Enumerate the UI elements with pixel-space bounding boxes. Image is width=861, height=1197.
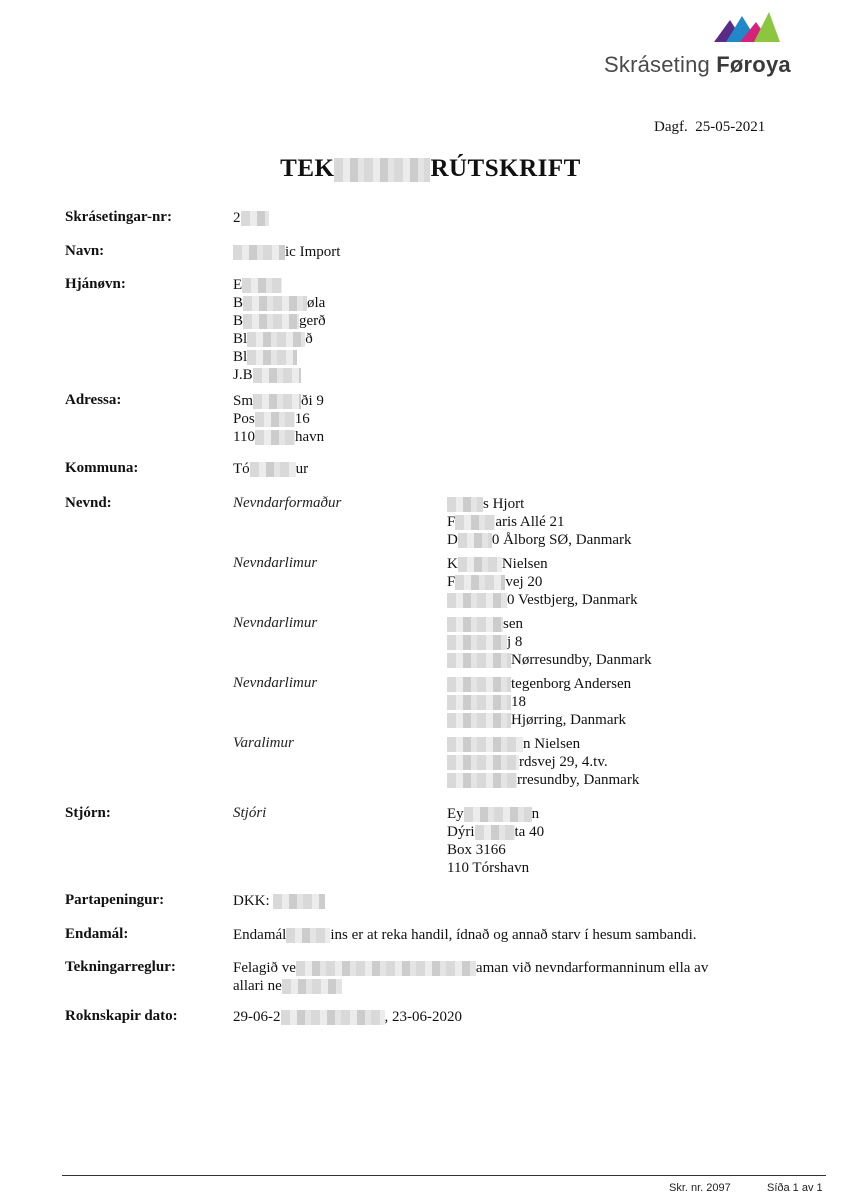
board-member-address: n Nielsen rdsvej 29, 4.tv. rresundby, Danmark bbox=[447, 735, 639, 789]
title-suffix: RÚTSKRIFT bbox=[430, 155, 581, 182]
redaction-block bbox=[243, 314, 299, 328]
purpose-value: Endamál ins er at reka handil, ídnað og annað starv í hesum sambandi. bbox=[233, 927, 697, 943]
redaction-block bbox=[281, 1010, 385, 1024]
accounts-date-value: 29-06-2 , 23-06-2020 bbox=[233, 1009, 462, 1025]
redaction-block bbox=[447, 695, 511, 709]
alias-item: B gerð bbox=[233, 313, 326, 329]
redaction-block bbox=[447, 677, 511, 691]
redaction-block bbox=[247, 332, 305, 346]
reg-nr-label: Skrásetingar-nr: bbox=[65, 209, 172, 225]
capital-label: Partapeningur: bbox=[65, 892, 165, 908]
footer-reg-nr: Skr. nr. 2097 bbox=[669, 1182, 731, 1194]
redaction-block bbox=[447, 773, 517, 787]
reg-nr-value bbox=[233, 209, 269, 227]
redaction-block bbox=[447, 653, 511, 667]
redaction-block bbox=[282, 979, 342, 993]
address-line: Sm ði 9 bbox=[233, 393, 324, 409]
alias-item: B øla bbox=[233, 295, 326, 311]
purpose-label: Endamál: bbox=[65, 926, 129, 942]
redaction-block bbox=[447, 755, 519, 769]
board-role: Nevndarlimur bbox=[233, 555, 318, 571]
board-member-address: sen j 8 Nørresundby, Danmark bbox=[447, 615, 652, 669]
name-visible: ic Import bbox=[285, 244, 341, 260]
redaction-block bbox=[296, 961, 476, 975]
redaction-block bbox=[241, 211, 269, 225]
municipality-label: Kommuna: bbox=[65, 460, 139, 476]
management-label: Stjórn: bbox=[65, 805, 111, 821]
accounts-date-label: Roknskapir dato: bbox=[65, 1008, 178, 1024]
redaction-block bbox=[255, 430, 295, 444]
reg-nr-visible: 2 bbox=[233, 210, 241, 226]
address-block bbox=[233, 392, 324, 446]
municipality-value: Tó ur bbox=[233, 461, 309, 477]
capital-value: DKK: bbox=[233, 892, 325, 910]
board-member-address: K Nielsen F vej 20 0 Vestbjerg, Danmark bbox=[447, 556, 638, 608]
aliases-label: Hjánøvn: bbox=[65, 276, 126, 292]
management-address: Ey n Dýri ta 40 Box 3166 110 Tórshavn bbox=[447, 806, 545, 876]
redaction-block bbox=[242, 278, 282, 292]
redaction-block bbox=[455, 575, 505, 589]
board-role: Nevndarformaður bbox=[233, 495, 342, 511]
redaction-block bbox=[243, 296, 307, 310]
title-prefix: TEK bbox=[280, 155, 335, 182]
board-label: Nevnd: bbox=[65, 495, 112, 511]
footer-page-number: Síða 1 av 1 bbox=[767, 1182, 823, 1194]
logo-word-1: Skráseting bbox=[604, 52, 717, 77]
name-value bbox=[233, 243, 340, 261]
address-line: 110 havn bbox=[233, 429, 325, 445]
redaction-block bbox=[253, 368, 301, 382]
alias-item: Bl ð bbox=[233, 331, 313, 347]
date-value: 25-05-2021 bbox=[695, 119, 766, 135]
company-logo bbox=[604, 12, 804, 76]
board-member-address: s Hjort F aris Allé 21 D 0 Ålborg SØ, Danmark bbox=[447, 496, 632, 548]
redaction-block bbox=[253, 394, 301, 408]
name-label: Navn: bbox=[65, 243, 105, 259]
alias-item: Bl bbox=[233, 348, 326, 366]
mountain-logo-icon bbox=[714, 12, 780, 42]
board-role: Nevndarlimur bbox=[233, 675, 318, 691]
redaction-block bbox=[447, 593, 507, 607]
logo-wordmark bbox=[604, 52, 791, 78]
aliases-list bbox=[233, 276, 326, 384]
footer-divider bbox=[62, 1175, 826, 1176]
board-member-address: tegenborg Andersen 18 Hjørring, Danmark bbox=[447, 675, 631, 729]
redaction-block bbox=[286, 928, 330, 942]
alias-item: E bbox=[233, 276, 326, 294]
board-role: Nevndarlimur bbox=[233, 615, 318, 631]
redaction-block bbox=[455, 515, 495, 529]
redaction-block bbox=[247, 350, 297, 364]
signing-rules-label: Tekningarreglur: bbox=[65, 959, 176, 975]
signing-rules-value: Felagið ve aman við nevndarformanninum ella av allari ne bbox=[233, 960, 709, 994]
redaction-block bbox=[255, 412, 295, 426]
redaction-block bbox=[447, 713, 511, 727]
redaction-block bbox=[334, 158, 430, 182]
logo-word-2: Føroya bbox=[716, 52, 791, 77]
redaction-block bbox=[458, 533, 492, 547]
redaction-block bbox=[447, 635, 507, 649]
document-date bbox=[654, 119, 765, 136]
redaction-block bbox=[250, 462, 296, 476]
address-label: Adressa: bbox=[65, 392, 122, 408]
redaction-block bbox=[447, 497, 483, 511]
redaction-block bbox=[233, 245, 285, 259]
redaction-block bbox=[273, 894, 325, 908]
date-label: Dagf. bbox=[654, 119, 688, 135]
redaction-block bbox=[464, 807, 532, 821]
board-role: Varalimur bbox=[233, 735, 294, 751]
management-role: Stjóri bbox=[233, 805, 267, 821]
address-line: Pos 16 bbox=[233, 411, 310, 427]
alias-item: J.B bbox=[233, 366, 326, 384]
redaction-block bbox=[447, 737, 523, 751]
document-title bbox=[0, 155, 861, 183]
redaction-block bbox=[475, 825, 515, 839]
redaction-block bbox=[458, 557, 502, 571]
redaction-block bbox=[447, 617, 503, 631]
